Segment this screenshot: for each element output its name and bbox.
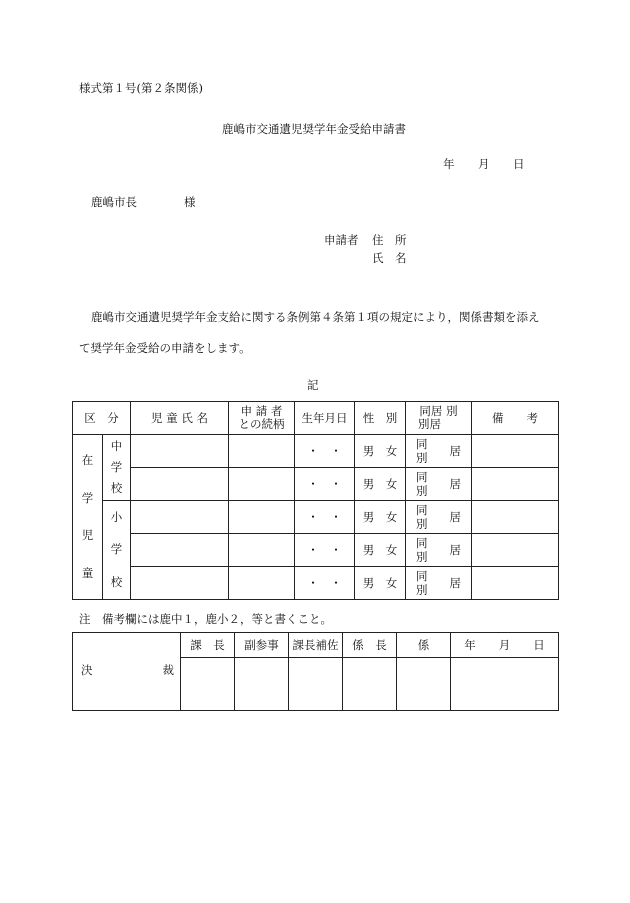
cohab-char: 別	[416, 583, 428, 597]
stamp-cell[interactable]	[451, 658, 559, 711]
cohab-char: 別	[416, 484, 428, 498]
remarks-cell[interactable]	[472, 468, 559, 501]
addressee-name: 鹿嶋市長	[91, 195, 137, 209]
group-label-char: 学	[81, 490, 94, 505]
cohab-cell[interactable]	[406, 501, 472, 534]
header-category: 区 分	[73, 402, 131, 435]
stamp-cell[interactable]	[235, 658, 289, 711]
approval-col-staff: 係	[397, 633, 451, 658]
applicant-address-label: 住 所	[372, 233, 407, 247]
middle-school-char: 中	[110, 438, 123, 453]
cohab-char: 同	[416, 470, 428, 484]
header-relation-line2: との続柄	[238, 417, 285, 431]
relation-cell[interactable]	[229, 534, 295, 567]
child-name-cell[interactable]	[131, 534, 229, 567]
stamp-cell[interactable]	[397, 658, 451, 711]
approval-label-right: 裁	[162, 663, 174, 677]
cohab-char: 別	[416, 517, 428, 531]
group-label-char: 児	[81, 528, 94, 543]
group-label-char: 在	[81, 453, 94, 468]
applicant-name-label: 氏 名	[372, 251, 407, 265]
child-name-cell[interactable]	[131, 501, 229, 534]
date-year: 年	[443, 157, 455, 171]
stamp-cell[interactable]	[289, 658, 343, 711]
approval-label-left: 決	[81, 663, 93, 677]
child-name-cell[interactable]	[131, 567, 229, 600]
birthdate-cell[interactable]: ・ ・	[295, 468, 355, 501]
table-row	[73, 501, 559, 534]
cohab-cell[interactable]	[406, 468, 472, 501]
sex-cell[interactable]: 男 女	[355, 501, 406, 534]
elementary-school-label	[103, 501, 131, 600]
header-remarks: 備 考	[472, 402, 559, 435]
birthdate-cell[interactable]: ・ ・	[295, 435, 355, 468]
table-row	[73, 468, 559, 501]
body-text-line1: 鹿嶋市交通遺児奨学年金支給に関する条例第４条第１項の規定により，関係書類を添え	[91, 310, 540, 324]
cohab-char: 別	[416, 550, 428, 564]
middle-school-label	[103, 435, 131, 501]
approval-col-unit-chief: 係 長	[343, 633, 397, 658]
cohab-char: 同	[416, 503, 428, 517]
header-cohabitation	[406, 402, 472, 435]
document-title: 鹿嶋市交通遺児奨学年金受給申請書	[222, 122, 406, 136]
table-row	[73, 435, 559, 468]
group-label-char: 童	[81, 565, 94, 580]
sex-cell[interactable]: 男 女	[355, 435, 406, 468]
approval-col-date: 年 月 日	[451, 633, 559, 658]
children-table	[72, 401, 559, 600]
note: 注 備考欄には鹿中１，鹿小２，等と書くこと。	[79, 612, 332, 626]
middle-school-char: 校	[110, 481, 123, 496]
record-mark: 記	[307, 378, 319, 392]
birthdate-cell[interactable]: ・ ・	[295, 567, 355, 600]
cohab-char: 同	[416, 569, 428, 583]
child-name-cell[interactable]	[131, 468, 229, 501]
remarks-cell[interactable]	[472, 567, 559, 600]
elementary-school-char: 小	[110, 510, 123, 525]
cohab-char: 居	[449, 444, 461, 458]
cohab-char: 居	[449, 510, 461, 524]
body-text-line2: て奨学年金受給の申請をします。	[79, 341, 251, 355]
elementary-school-char: 校	[110, 574, 123, 589]
remarks-cell[interactable]	[472, 501, 559, 534]
header-relation	[229, 402, 295, 435]
relation-cell[interactable]	[229, 501, 295, 534]
approval-col-deputy: 副参事	[235, 633, 289, 658]
header-child-name: 児 童 氏 名	[131, 402, 229, 435]
cohab-cell[interactable]	[406, 534, 472, 567]
header-birthdate: 生年月日	[295, 402, 355, 435]
applicant-label: 申請者	[324, 233, 359, 247]
cohab-cell[interactable]	[406, 567, 472, 600]
header-cohab-line2: 別居	[418, 417, 441, 431]
approval-label-cell	[73, 633, 181, 711]
cohab-char: 居	[449, 576, 461, 590]
elementary-school-char: 学	[110, 542, 123, 557]
remarks-cell[interactable]	[472, 435, 559, 468]
table-row	[73, 567, 559, 600]
sex-cell[interactable]: 男 女	[355, 468, 406, 501]
approval-col-section-chief: 課 長	[181, 633, 235, 658]
approval-table	[72, 632, 559, 711]
cohab-char: 同	[416, 437, 428, 451]
relation-cell[interactable]	[229, 567, 295, 600]
stamp-cell[interactable]	[181, 658, 235, 711]
form-number: 様式第１号(第２条関係)	[79, 81, 203, 95]
table-row	[73, 534, 559, 567]
cohab-char: 別	[416, 451, 428, 465]
stamp-cell[interactable]	[343, 658, 397, 711]
header-cohab-line1: 同居 別	[419, 404, 458, 418]
child-name-cell[interactable]	[131, 435, 229, 468]
header-sex: 性 別	[355, 402, 406, 435]
sex-cell[interactable]: 男 女	[355, 567, 406, 600]
addressee-honorific: 様	[184, 195, 196, 209]
date-day: 日	[513, 157, 525, 171]
cohab-char: 居	[449, 543, 461, 557]
group-label-cell	[73, 435, 103, 600]
middle-school-char: 学	[110, 459, 123, 474]
cohab-char: 居	[449, 477, 461, 491]
sex-cell[interactable]: 男 女	[355, 534, 406, 567]
relation-cell[interactable]	[229, 435, 295, 468]
cohab-char: 同	[416, 536, 428, 550]
relation-cell[interactable]	[229, 468, 295, 501]
remarks-cell[interactable]	[472, 534, 559, 567]
birthdate-cell[interactable]: ・ ・	[295, 501, 355, 534]
date-month: 月	[478, 157, 490, 171]
cohab-cell[interactable]	[406, 435, 472, 468]
header-relation-line1: 申 請 者	[240, 404, 283, 418]
approval-col-assistant-chief: 課長補佐	[289, 633, 343, 658]
birthdate-cell[interactable]: ・ ・	[295, 534, 355, 567]
